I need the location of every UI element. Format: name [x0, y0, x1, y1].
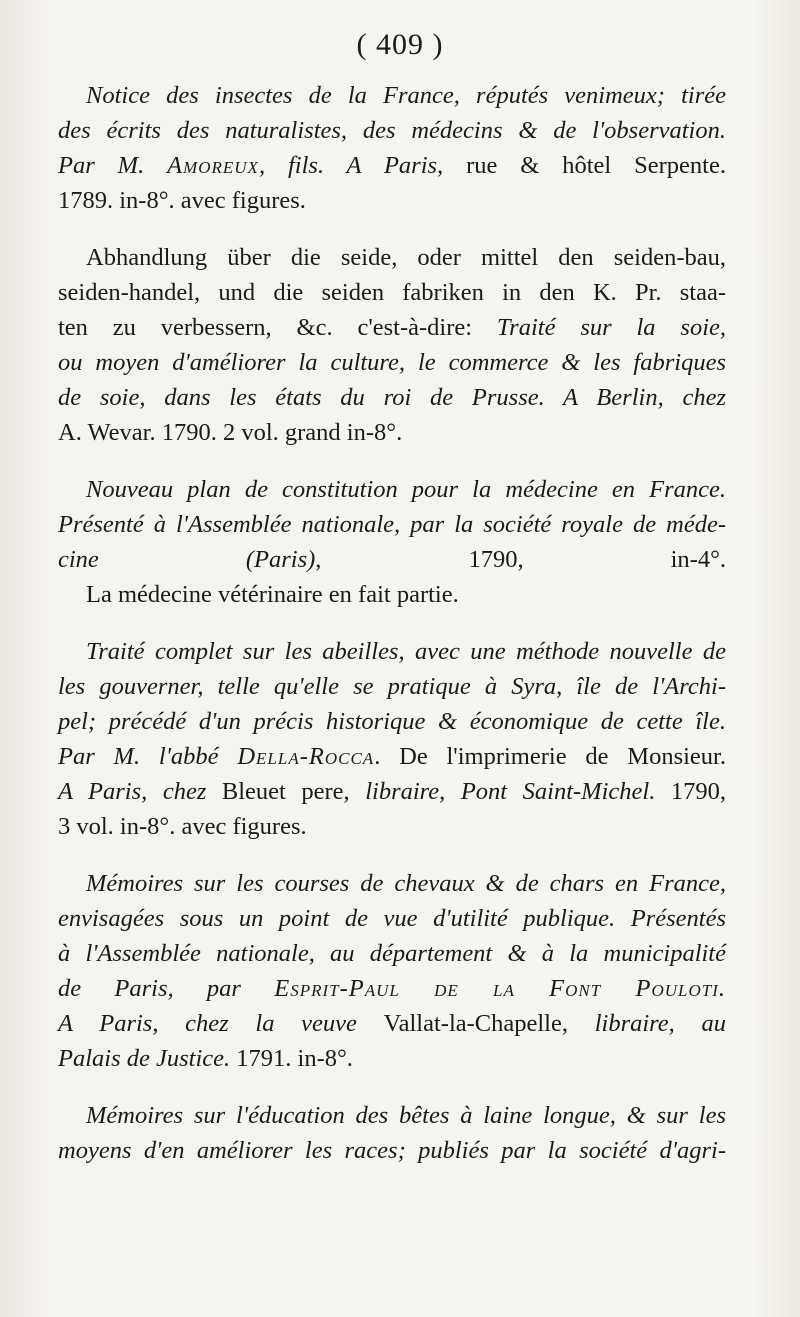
text-line	[58, 310, 726, 345]
text-line	[58, 183, 726, 218]
text-line	[58, 240, 726, 275]
text-run: 3 vol. in-8°. avec figures.	[58, 813, 307, 840]
text-line	[58, 971, 726, 1006]
text-run: Mémoires sur les courses de chevaux & de chars en France,	[86, 870, 726, 897]
text-line	[58, 472, 726, 507]
text-run: Traité complet sur les abeilles, avec une méthode nouvelle de	[86, 638, 726, 665]
text-line	[58, 634, 726, 669]
text-run: Bleuet pere,	[221, 778, 366, 805]
text-line	[58, 866, 726, 901]
text-line	[58, 542, 726, 577]
text-run: moyens d'en améliorer les races; publiés par la société d'agri-	[58, 1137, 726, 1164]
text-run: Della-Rocca	[237, 743, 375, 770]
page-body	[58, 78, 726, 1190]
text-run: de soie, dans les états du roi de Prusse. A Berlin, chez	[58, 384, 726, 411]
page-number: ( 409 )	[356, 28, 444, 61]
text-run: Vallat-la-Chapelle,	[383, 1010, 595, 1037]
text-line	[58, 774, 726, 809]
text-line	[58, 78, 726, 113]
text-run: . De l'imprimerie de Monsieur.	[374, 743, 726, 770]
text-run: A. Wevar. 1790. 2 vol. grand in-8°.	[58, 419, 403, 446]
text-line	[58, 739, 726, 774]
text-run: libraire, au	[594, 1010, 726, 1037]
text-run: des écrits des naturalistes, des médecins & de l'observation.	[58, 117, 726, 144]
text-run: ten zu verbessern, &c. c'est-à-dire:	[58, 314, 497, 341]
text-run: pel; précédé d'un précis historique & économique de cette île.	[58, 708, 726, 735]
text-run: cine (Paris)	[58, 546, 316, 573]
text-run: Abhandlung über die seide, oder mittel den seiden-bau,	[86, 244, 726, 271]
text-run: Traité sur la soie,	[496, 314, 727, 341]
bibliography-entry	[58, 1098, 726, 1168]
text-run: ou moyen d'améliorer la culture, le commerce & les fabriques	[58, 349, 726, 376]
text-run: 1789. in-8°. avec figures.	[58, 187, 306, 214]
text-run: à l'Assemblée nationale, au département & à la municipalité	[58, 940, 726, 967]
text-run: La médecine vétérinaire en fait partie.	[86, 581, 459, 608]
text-line	[58, 704, 726, 739]
text-line	[58, 380, 726, 415]
text-run: rue & hôtel Serpente.	[466, 152, 726, 179]
bibliography-entry	[58, 78, 726, 218]
text-run: libraire, Pont Saint-Michel.	[365, 778, 671, 805]
text-run: Présenté à l'Assemblée nationale, par la société royale de méde-	[58, 511, 726, 538]
text-line	[58, 1098, 726, 1133]
text-line	[58, 809, 726, 844]
text-run: Mémoires sur l'éducation des bêtes à laine longue, & sur les	[86, 1102, 726, 1129]
text-run: Esprit-Paul de la Font Pouloti.	[274, 975, 726, 1002]
bibliography-entry	[58, 866, 726, 1076]
text-run: les gouverner, telle qu'elle se pratique à Syra, île de l'Archi-	[58, 673, 726, 700]
text-line	[58, 415, 726, 450]
text-line	[58, 669, 726, 704]
text-run: Amoreux	[167, 152, 259, 179]
text-run: Nouveau plan de constitution pour la médecine en France.	[86, 476, 726, 503]
text-run: Palais de Justice.	[58, 1045, 237, 1072]
text-line	[58, 507, 726, 542]
text-line	[58, 113, 726, 148]
bibliography-entry	[58, 472, 726, 612]
text-run: 1791. in-8°.	[236, 1045, 353, 1072]
bibliography-entry	[58, 240, 726, 450]
text-run: , fils. A Paris,	[258, 152, 467, 179]
text-line	[58, 1006, 726, 1041]
text-run: envisagées sous un point de vue d'utilité publique. Présentés	[58, 905, 726, 932]
text-run: A Paris, chez	[58, 778, 222, 805]
text-run: 1790,	[670, 778, 726, 805]
text-line	[58, 1133, 726, 1168]
text-run: seiden-handel, und die seiden fabriken in den K. Pr. staa-	[58, 279, 726, 306]
text-run: , 1790, in-4°.	[315, 546, 726, 573]
text-line	[58, 148, 726, 183]
text-line	[58, 1041, 726, 1076]
bibliography-entry	[58, 634, 726, 844]
text-line	[58, 901, 726, 936]
text-run: Par M.	[58, 152, 168, 179]
text-line	[58, 936, 726, 971]
text-run: A Paris, chez la veuve	[58, 1010, 384, 1037]
text-line	[58, 577, 726, 612]
text-line	[58, 275, 726, 310]
text-run: de Paris, par	[58, 975, 275, 1002]
text-run: Par M. l'abbé	[58, 743, 238, 770]
text-run: Notice des insectes de la France, réputés venimeux; tirée	[86, 82, 726, 109]
text-line	[58, 345, 726, 380]
